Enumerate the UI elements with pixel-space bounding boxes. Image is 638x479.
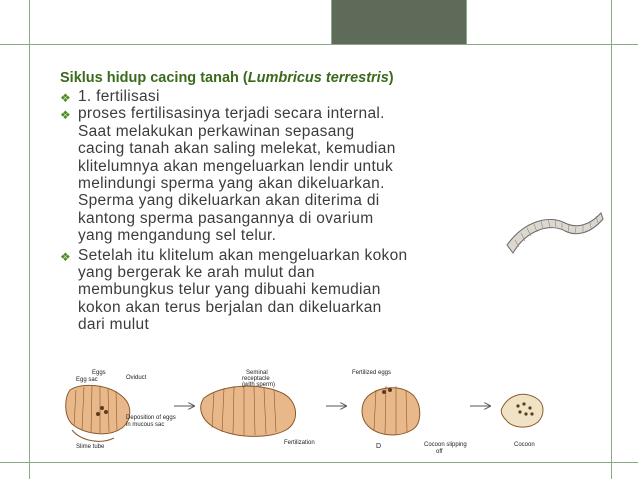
frame-line-right (611, 0, 612, 479)
bullet-item (60, 88, 530, 105)
bullet-line: Setelah itu klitelum akan mengeluarkan kokon (78, 246, 408, 264)
label-eggs: Eggs (92, 370, 106, 376)
bullet-list (60, 88, 530, 334)
label-deposition: Deposition of eggs (126, 415, 176, 421)
earthworm-illustration (505, 195, 605, 265)
frame-line-left (29, 0, 30, 479)
label-cocoon: Cocoon (514, 442, 535, 448)
life-cycle-diagram (62, 368, 557, 462)
bullet-line: 1. fertilisasi (78, 88, 160, 105)
title-suffix: ) (388, 70, 394, 86)
label-oviduct: Oviduct (126, 375, 147, 381)
bullet-line: melindungi sperma yang akan dikeluarkan. (78, 175, 385, 193)
header-decoration-block (331, 0, 466, 44)
label-fertilization: Fertilization (284, 440, 315, 446)
bullet-line: yang mengandung sel telur. (78, 227, 277, 245)
diamond-bullet-icon: ❖ (60, 108, 72, 123)
frame-line-block-right (466, 0, 467, 44)
bullet-line: kantong sperma pasangannya di ovarium (78, 209, 374, 227)
stage-cocoon-slipping (352, 370, 467, 455)
label-d: D (376, 443, 382, 450)
stage-fertilization (201, 370, 315, 446)
bullet-line: proses fertilisasinya terjadi secara internal. (78, 105, 385, 123)
label-receptacle: receptacle (242, 376, 270, 382)
label-seminal: Seminal (246, 370, 268, 376)
slide-title (60, 70, 530, 86)
stage-cocoon (501, 394, 543, 448)
label-off: off (436, 449, 443, 455)
bullet-item (60, 105, 530, 244)
bullet-line: yang bergerak ke arah mulut dan (78, 264, 315, 282)
bullet-line: dari mulut (78, 316, 150, 334)
title-prefix: Siklus hidup cacing tanah ( (60, 70, 248, 86)
bullet-line: kokon akan terus berjalan dan dikeluarkan (78, 298, 382, 316)
frame-line-block-left (331, 0, 332, 44)
bullet-line: Saat melakukan perkawinan sepasang (78, 122, 355, 140)
label-egg-sac: Egg sac (76, 377, 98, 383)
bullet-line: membungkus telur yang dibuahi kemudian (78, 281, 381, 299)
label-cocoon-slipping: Cocoon slipping (424, 442, 467, 448)
slide-content (60, 70, 530, 334)
label-fertilized-eggs: Fertilized eggs (352, 370, 392, 376)
label-slime-tube: Slime tube (76, 444, 105, 450)
title-species: Lumbricus terrestris (247, 70, 389, 86)
frame-line-bottom (0, 462, 638, 463)
diamond-bullet-icon: ❖ (60, 249, 72, 264)
bullet-line: cacing tanah akan saling melekat, kemudian (78, 140, 396, 158)
diamond-bullet-icon: ❖ (60, 91, 72, 105)
bullet-line: klitelumnya akan mengeluarkan lendir untuk (78, 157, 394, 175)
label-with-sperm: (with sperm) (242, 382, 276, 388)
stage-egg-deposition (66, 370, 176, 450)
bullet-item (60, 247, 530, 334)
frame-line-top (0, 44, 638, 45)
bullet-line: Sperma yang dikeluarkan akan diterima di (78, 192, 380, 210)
label-deposition-2: in mucous sac (126, 422, 165, 428)
